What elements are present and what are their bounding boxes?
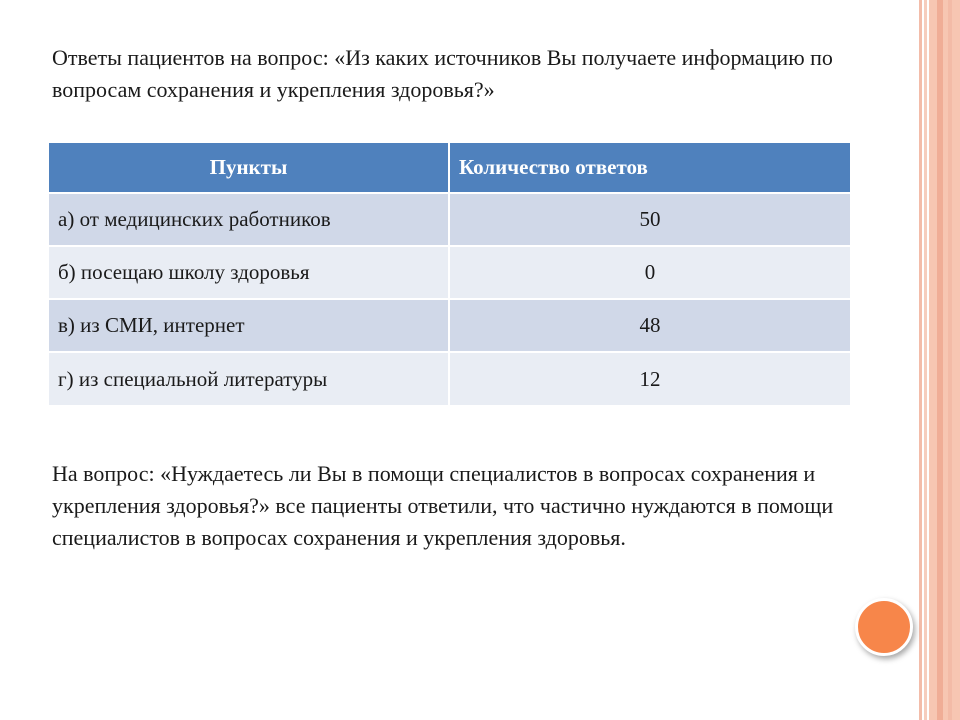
conclusion-paragraph: На вопрос: «Нуждаетесь ли Вы в помощи специалистов в вопросах сохранения и укрепления здоровья?» все пациенты ответили, что частично нуждаются в помощи специалистов в вопросах сохранения и укрепления здоровья. <box>52 461 834 550</box>
table-cell-count: 50 <box>449 193 850 246</box>
decorative-stripe <box>924 0 927 720</box>
column-header-item: Пункты <box>49 143 449 193</box>
decorative-stripe <box>919 0 922 720</box>
table-cell-item: г) из специальной литературы <box>49 352 449 405</box>
table-cell-item: в) из СМИ, интернет <box>49 299 449 352</box>
decorative-circle <box>855 598 913 656</box>
table-row <box>49 352 850 405</box>
table-row <box>49 299 850 352</box>
table-cell-item: а) от медицинских работников <box>49 193 449 246</box>
table-cell-count: 48 <box>449 299 850 352</box>
table-row <box>49 246 850 299</box>
decorative-stripe <box>948 0 952 720</box>
table-row <box>49 193 850 246</box>
table-cell-item: б) посещаю школу здоровья <box>49 246 449 299</box>
table-cell-count: 0 <box>449 246 850 299</box>
decorative-stripe <box>929 0 960 720</box>
responses-table <box>49 143 850 405</box>
column-header-count: Количество ответов <box>449 143 850 193</box>
slide-heading: Ответы пациентов на вопрос: «Из каких источников Вы получаете информацию по вопросам сохранения и укрепления здоровья?» <box>52 45 833 102</box>
table-header-row <box>49 143 850 193</box>
decorative-stripe <box>937 0 943 720</box>
table-cell-count: 12 <box>449 352 850 405</box>
